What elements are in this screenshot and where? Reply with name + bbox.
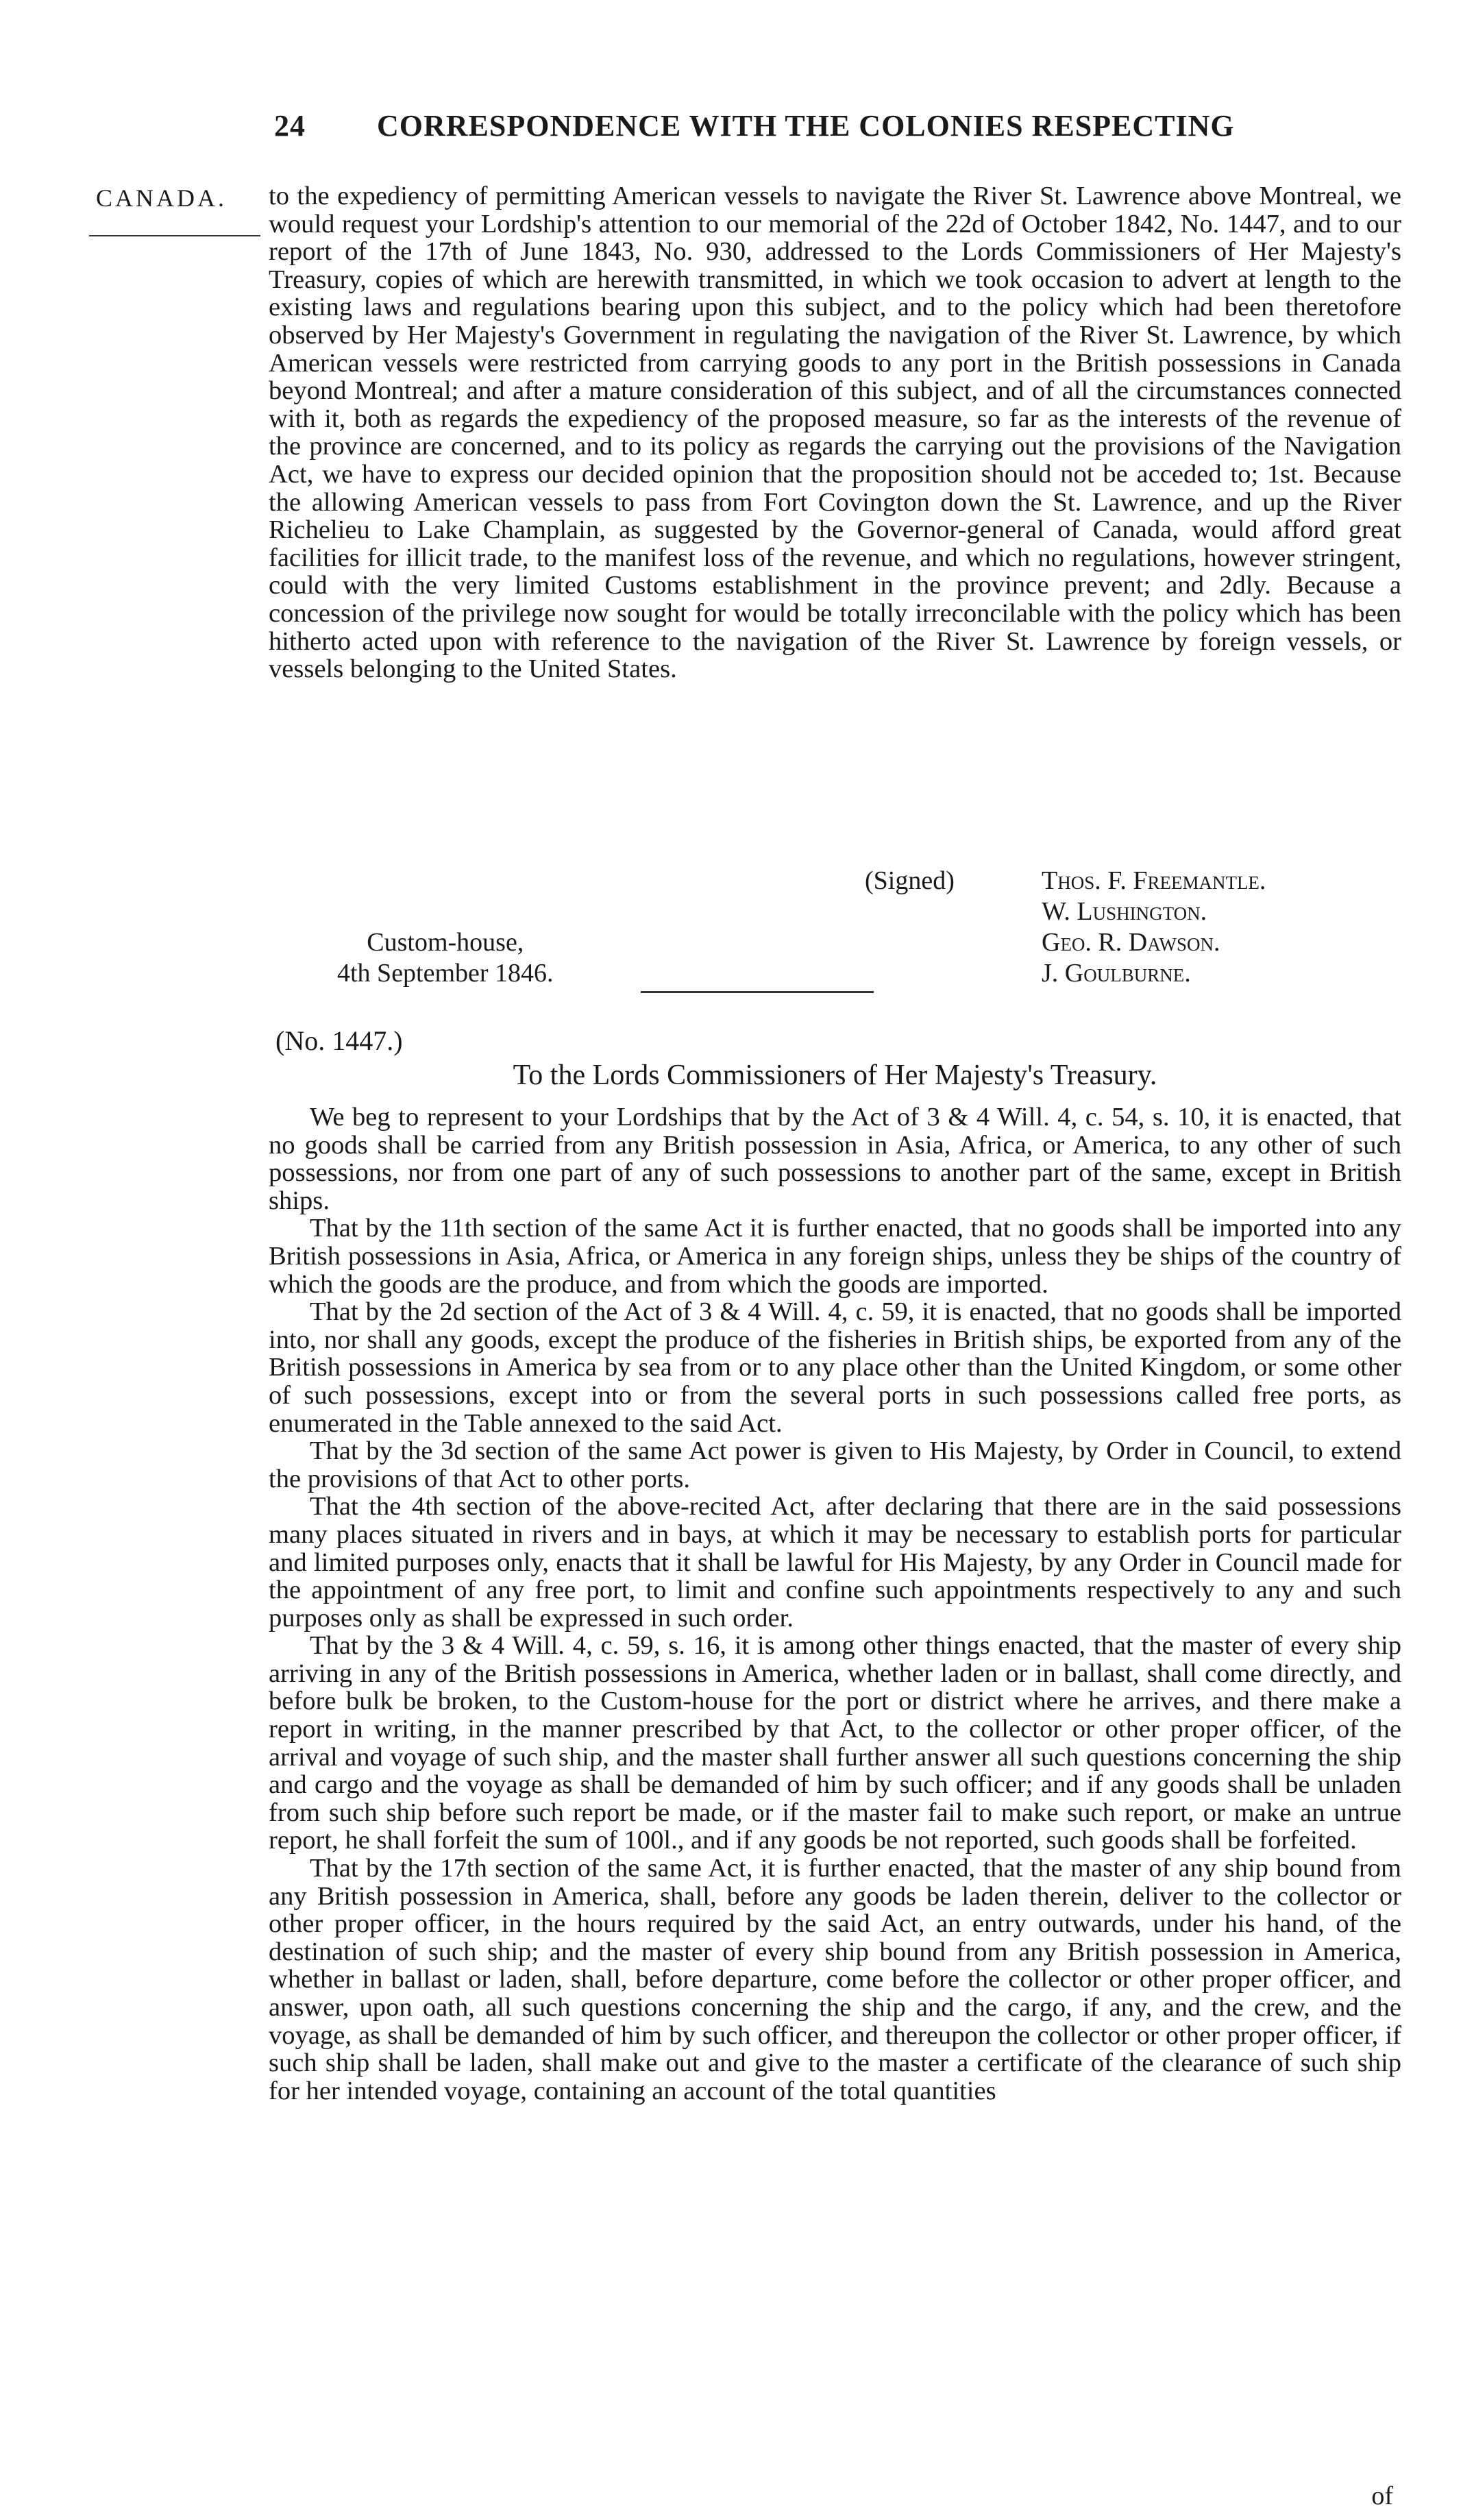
signer-name: Geo. R. Dawson. xyxy=(1042,928,1220,957)
signer-list xyxy=(1042,866,1266,989)
memorial-paragraph: That by the 2d section of the Act of 3 & 4 Will. 4, c. 59, it is enacted, that no goods shall be imported into, nor shall any goods, except the produce of the fisheries in British ships, be exported from any of the British possessions in America by sea from or to any place other than the United Kingdom, or some other of such possessions, except into or from the several ports in such possessions called free ports, as enumerated in the Table annexed to the said Act. xyxy=(269,1297,1401,1438)
margin-note: CANADA. xyxy=(96,184,228,212)
catchword: of xyxy=(1371,2482,1393,2510)
page-number: 24 xyxy=(274,109,306,143)
memorial-paragraph: That by the 3 & 4 Will. 4, c. 59, s. 16, it is among other things enacted, that the master of every ship arriving in any of the British possessions in America, whether laden or in ballast, shall come directly, and before bulk be broken, to the Custom-house for the port or district where he arrives, and there make a report in writing, in the manner prescribed by that Act, to the collector or other proper officer, of the arrival and voyage of such ship, and the master shall further answer all such questions concerning the ship and cargo and the voyage as shall be demanded of him by such officer; and if any goods shall be unladen from such ship before such report be made, or if the master fail to make such report, or make an untrue report, he shall forfeit the sum of 100l., and if any goods be not reported, such goods shall be forfeited. xyxy=(269,1631,1401,1855)
signer-name: W. Lushington. xyxy=(1042,897,1207,926)
report-body xyxy=(269,182,1401,683)
signer-name: Thos. F. Freemantle. xyxy=(1042,866,1266,895)
report-paragraph: to the expediency of permitting American vessels to navigate the River St. Lawrence above Montreal, we would request your Lordship's attention to our memorial of the 22d of October 1842, No. 1447, and to our report of the 17th of June 1843, No. 930, addressed to the Lords Commissioners of Her Majesty's Treasury, copies of which are herewith transmitted, in which we took occasion to advert at length to the existing laws and regulations bearing upon this subject, and to the policy which had been theretofore observed by Her Majesty's Government in regulating the navigation of the River St. Lawrence, by which American vessels were restricted from carrying goods to any port in the British possessions in Canada beyond Montreal; and after a mature consideration of this subject, and of all the circumstances connected with it, both as regards the expediency of the proposed measure, so far as the interests of the revenue of the province are concerned, and to its policy as regards the carrying out the provisions of the Navigation Act, we have to express our decided opinion that the proposition should not be acceded to; 1st. Because the allowing American vessels to pass from Fort Covington down the St. Lawrence, and up the River Richelieu to Lake Champlain, as suggested by the Governor-general of Canada, would afford great facilities for illicit trade, to the manifest loss of the revenue, and which no regulations, however stringent, could with the very limited Customs establishment in the province prevent; and 2dly. Because a concession of the privilege now sought for would be totally irreconcilable with the policy which has been hitherto acted upon with reference to the navigation of the River St. Lawrence by foreign vessels, or vessels belonging to the United States. xyxy=(269,182,1401,684)
running-header xyxy=(274,108,1235,143)
date: 4th September 1846. xyxy=(337,959,554,988)
signer-name: J. Goulburne. xyxy=(1042,959,1191,988)
section-divider xyxy=(641,991,874,993)
place: Custom-house, xyxy=(367,928,524,957)
signed-label: (Signed) xyxy=(865,866,955,895)
memorial-body xyxy=(269,1103,1401,2105)
memorial-paragraph: That by the 3d section of the same Act power is given to His Majesty, by Order in Council, to extend the provisions of that Act to other ports. xyxy=(269,1436,1401,1493)
memorial-paragraph: That the 4th section of the above-recited Act, after declaring that there are in the said possessions many places situated in rivers and in bays, at which it may be necessary to establish ports for particular and limited purposes only, enacts that it shall be lawful for His Majesty, by any Order in Council made for the appointment of any free port, to limit and confine such appointments respectively to any and such purposes only as shall be expressed in such order. xyxy=(269,1492,1401,1632)
margin-rule xyxy=(89,235,260,236)
addressee: To the Lords Commissioners of Her Majesty's Treasury. xyxy=(513,1060,1157,1091)
place-and-date xyxy=(337,927,554,989)
memorial-paragraph: That by the 11th section of the same Act it is further enacted, that no goods shall be imported into any British possessions in Asia, Africa, or America in any foreign ships, unless they be ships of the country of which the goods are the produce, and from which the goods are imported. xyxy=(269,1214,1401,1299)
document-number: (No. 1447.) xyxy=(275,1025,403,1056)
memorial-paragraph: We beg to represent to your Lordships that by the Act of 3 & 4 Will. 4, c. 54, s. 10, it is enacted, that no goods shall be carried from any British possession in Asia, Africa, or America, to any other of such possessions, nor from one part of any of such possessions to another part of the same, except in British ships. xyxy=(269,1103,1401,1215)
memorial-paragraph: That by the 17th section of the same Act, it is further enacted, that the master of any ship bound from any British possession in America, shall, before any goods be laden therein, deliver to the collector or other proper officer, in the hours required by the said Act, an entry outwards, under his hand, of the destination of such ship; and the master of every ship bound from any British possession in America, whether in ballast or laden, shall, before departure, come before the collector or other proper officer, and answer, upon oath, all such questions concerning the ship and the cargo, if any, and the crew, and the voyage, as shall be demanded of him by such officer, and thereupon the collector or other proper officer, if such ship shall be laden, shall make out and give to the master a certificate of the clearance of such ship for her intended voyage, containing an account of the total quantities xyxy=(269,1854,1401,2105)
running-title: CORRESPONDENCE WITH THE COLONIES RESPECTING xyxy=(377,109,1235,143)
